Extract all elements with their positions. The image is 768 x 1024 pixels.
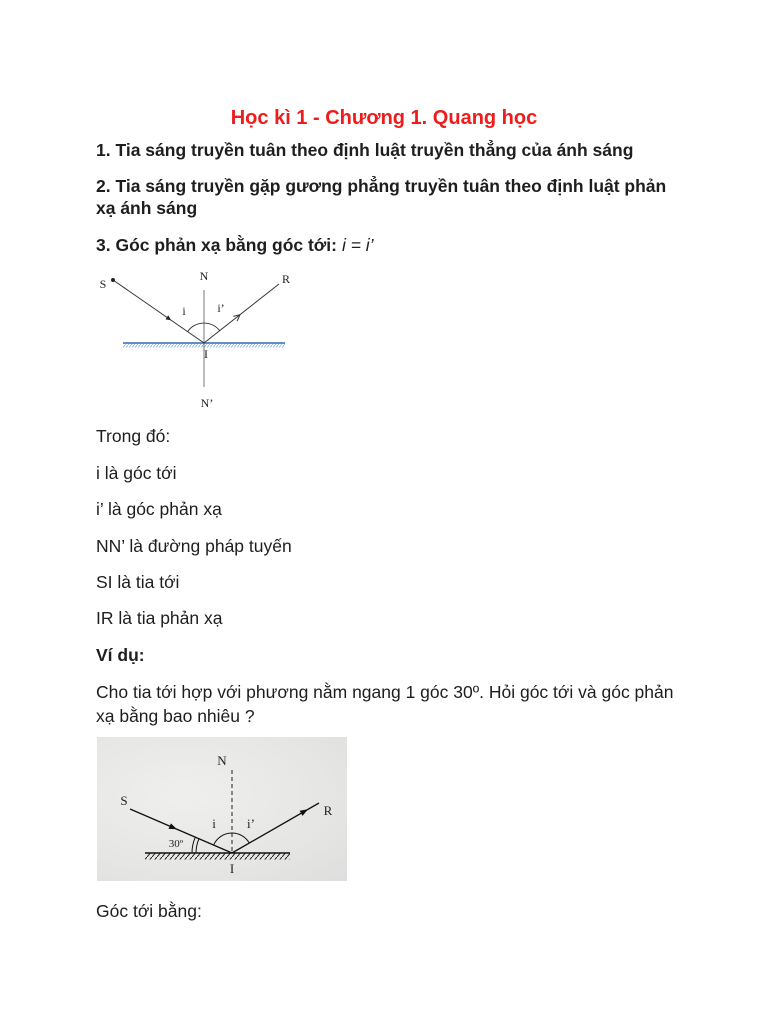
label-r: R — [281, 272, 291, 286]
label-s: S — [99, 277, 107, 291]
horizontal-angle-arc-inner — [196, 839, 199, 853]
rule-3-text: 3. Góc phản xạ bằng góc tới: — [96, 235, 337, 255]
horizontal-angle-arc-outer — [192, 837, 195, 853]
incident-ray-arrow — [169, 823, 178, 829]
label-incidence-point: I — [204, 347, 208, 361]
reflected-ray-arrow — [300, 809, 308, 816]
example-diagram — [97, 737, 347, 881]
label-angle-30: 30º — [168, 838, 184, 850]
definition-item: IR là tia phản xạ — [96, 608, 223, 628]
incident-ray — [113, 280, 204, 343]
incidence-angle-arc — [214, 833, 232, 845]
reflection-diagram — [95, 265, 300, 415]
label-i-prime: i’ — [217, 301, 225, 315]
definition-item: i là góc tới — [96, 463, 177, 483]
reflection-angle-arc — [232, 833, 249, 843]
example-diagram-scan — [97, 737, 347, 881]
mirror-hatching — [145, 854, 290, 860]
label-i: i — [182, 304, 186, 318]
example-heading: Ví dụ: — [96, 645, 145, 665]
label-s: S — [120, 793, 128, 808]
label-i: i — [212, 816, 216, 831]
rule-1-straight-propagation: 1. Tia sáng truyền tuân theo định luật truyền thẳng của ánh sáng — [96, 140, 634, 160]
answer-prompt: Góc tới bằng: — [96, 901, 202, 921]
reflected-ray — [204, 284, 279, 343]
example-question: Cho tia tới hợp với phương nằm ngang 1 góc 30º. Hỏi góc tới và góc phản xạ bằng bao nhiêu ? — [96, 682, 674, 726]
definitions-heading: Trong đó: — [96, 426, 171, 446]
rule-3-angle-equality — [96, 234, 676, 256]
label-r: R — [323, 803, 333, 818]
definition-item: NN’ là đường pháp tuyến — [96, 536, 292, 556]
label-n: N — [199, 269, 209, 283]
incident-ray-arrow — [166, 315, 172, 320]
label-n: N — [217, 753, 227, 768]
rule-2-reflection: 2. Tia sáng truyền gặp gương phẳng truyền tuân theo định luật phản xạ ánh sáng — [96, 176, 667, 218]
rule-3-formula: i = i’ — [341, 235, 374, 255]
definition-item: SI là tia tới — [96, 572, 180, 592]
definition-item: i’ là góc phản xạ — [96, 499, 222, 519]
label-i-prime: i’ — [247, 816, 255, 831]
label-n-prime: N’ — [200, 396, 214, 410]
source-point — [111, 278, 115, 282]
page-title: Học kì 1 - Chương 1. Quang học — [230, 107, 538, 129]
label-incidence-point: I — [229, 861, 235, 876]
